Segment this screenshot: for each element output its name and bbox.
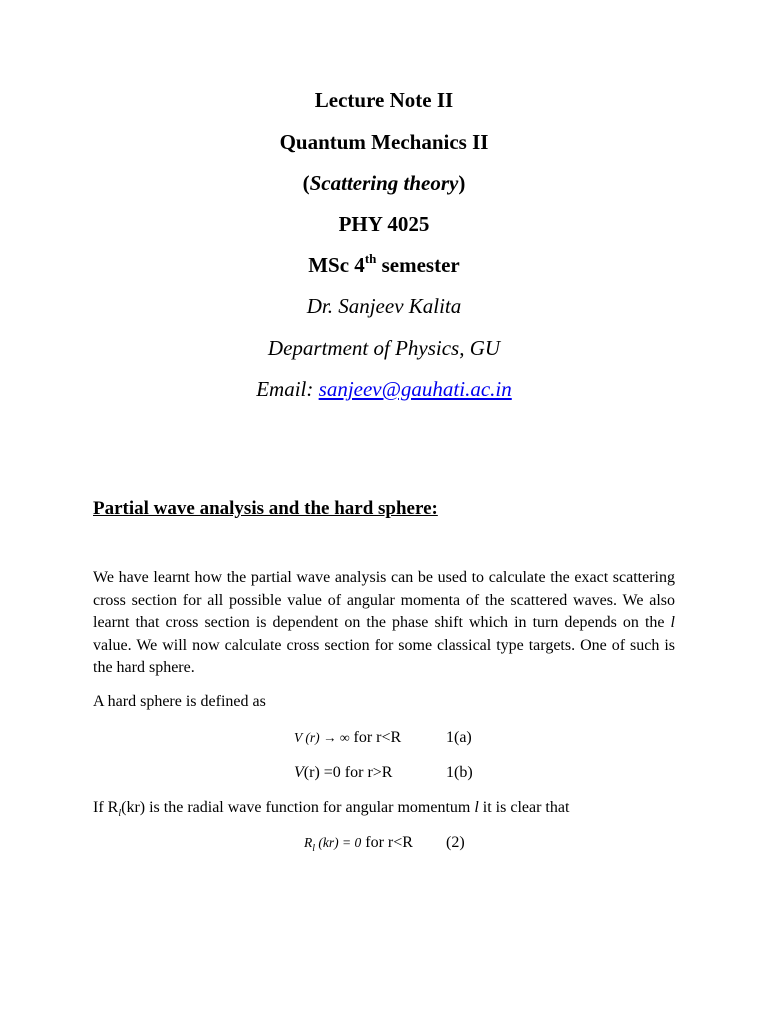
email-line <box>0 377 768 402</box>
course-title: Quantum Mechanics II <box>279 130 489 154</box>
para1-l-symbol: l <box>670 614 675 631</box>
subtitle-italic: Scattering theory <box>309 171 459 195</box>
para3-part-b: (kr) is the radial wave function for angular momentum <box>121 799 475 816</box>
semester-pre: MSc 4 <box>308 253 365 277</box>
equation-1a-number: 1(a) <box>446 729 472 746</box>
equation-1b <box>294 764 392 782</box>
author-name: Dr. Sanjeev Kalita <box>306 294 462 318</box>
equation-1b-number: 1(b) <box>446 764 473 781</box>
course-code: PHY 4025 <box>338 212 430 236</box>
subtitle-close-paren: ) <box>458 171 466 195</box>
semester-line <box>0 253 768 278</box>
subtitle-open-paren: ( <box>302 171 310 195</box>
equation-1b-r: (r) <box>303 764 320 781</box>
paragraph-hard-sphere-def: A hard sphere is defined as <box>93 693 266 710</box>
equation-2-rest: (kr) = 0 <box>315 835 362 850</box>
email-label: Email: <box>256 377 319 401</box>
equation-1a <box>294 729 401 747</box>
equation-1a-math: V (r) → ∞ <box>294 730 350 745</box>
equation-2 <box>304 834 413 852</box>
equation-2-number: (2) <box>446 834 465 851</box>
para1-part-a: We have learnt how the partial wave analysis can be used to calculate the exact scattering cross section for all possible value of angular momenta of the scattered waves. We also learnt that cross section is dependent on the phase shift which in turn depends on the <box>93 569 675 631</box>
para3-sub-l: l <box>118 808 122 819</box>
semester-sup: th <box>364 251 377 266</box>
para3-l-symbol: l <box>474 799 479 816</box>
para3-part-c: it is clear that <box>478 799 570 816</box>
equation-1b-V: V <box>294 764 304 781</box>
equation-2-R: R <box>304 835 313 850</box>
email-link[interactable]: sanjeev@gauhati.ac.in <box>318 377 512 401</box>
department-name: Department of Physics, GU <box>267 336 501 360</box>
equation-1a-text: for r<R <box>349 729 402 746</box>
paragraph-radial-wave <box>93 799 569 817</box>
semester-post: semester <box>376 253 460 277</box>
section-heading: Partial wave analysis and the hard sphere: <box>93 498 438 519</box>
equation-2-text: for r<R <box>361 834 413 851</box>
para3-part-a: If R <box>93 799 119 816</box>
equation-1b-text: =0 for r>R <box>319 764 393 781</box>
lecture-note-title: Lecture Note II <box>314 88 454 112</box>
paragraph-intro <box>93 567 675 680</box>
para1-part-b: value. We will now calculate cross section for some classical type targets. One of such is the hard sphere. <box>93 636 675 676</box>
equation-2-sub-l: l <box>312 843 316 854</box>
course-subtitle <box>0 171 768 196</box>
